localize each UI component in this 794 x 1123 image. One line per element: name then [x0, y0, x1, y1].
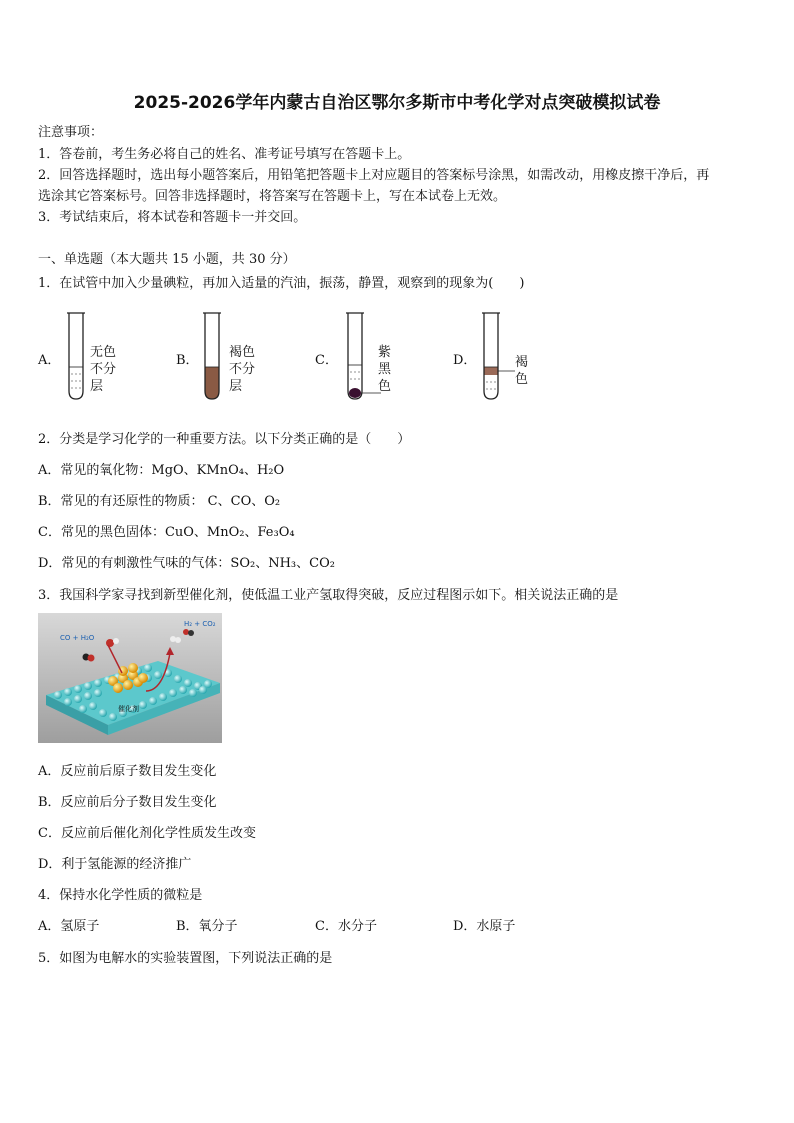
q4-stem: 4．保持水化学性质的微粒是 — [38, 888, 203, 903]
test-tube-b — [200, 311, 224, 403]
q4-option-d: D．水原子 — [453, 919, 516, 934]
q2-stem: 2．分类是学习化学的一种重要方法。以下分类正确的是（ ） — [38, 432, 411, 447]
q1-option-b-label: B． — [176, 353, 199, 368]
figure-catalyst-label: 催化剂 — [118, 705, 139, 713]
q3-option-d: D．利于氢能源的经济推广 — [38, 857, 192, 872]
test-tube-d — [479, 311, 519, 403]
q3-option-a: A．反应前后原子数目发生变化 — [38, 764, 217, 779]
q1-option-a-text: 无色不分层 — [90, 345, 117, 394]
figure-right-label: H₂ + CO₂ — [184, 620, 216, 628]
notice-item-3: 3．考试结束后，将本试卷和答题卡一并交回。 — [38, 210, 307, 225]
q4-option-b: B．氧分子 — [176, 919, 238, 934]
q1-option-d-label: D． — [453, 353, 477, 368]
q2-option-b: B．常见的有还原性的物质： C、CO、O₂ — [38, 494, 281, 509]
section-heading: 一、单选题（本大题共 15 小题，共 30 分） — [38, 252, 296, 267]
q1-stem: 1．在试管中加入少量碘粒，再加入适量的汽油，振荡，静置，观察到的现象为( ) — [38, 276, 525, 291]
catalyst-reaction-figure — [38, 613, 222, 743]
q3-option-b: B．反应前后分子数目发生变化 — [38, 795, 217, 810]
notice-heading: 注意事项： — [38, 125, 104, 140]
notice-item-1: 1．答卷前，考生务必将自己的姓名、准考证号填写在答题卡上。 — [38, 147, 411, 162]
test-tube-c — [343, 311, 383, 403]
q1-option-d-text: 褐色 — [515, 355, 529, 387]
q2-option-c: C．常见的黑色固体：CuO、MnO₂、Fe₃O₄ — [38, 525, 295, 540]
q1-option-b-text: 褐色不分层 — [229, 345, 256, 394]
figure-left-label: CO + H₂O — [60, 634, 95, 642]
q3-stem: 3．我国科学家寻找到新型催化剂，使低温工业产氢取得突破，反应过程图示如下。相关说法正确的是 — [38, 588, 619, 603]
q3-option-c: C．反应前后催化剂化学性质发生改变 — [38, 826, 256, 841]
q5-stem: 5．如图为电解水的实验装置图，下列说法正确的是 — [38, 951, 333, 966]
q1-option-c-label: C． — [315, 353, 338, 368]
page-title: 2025-2026学年内蒙古自治区鄂尔多斯市中考化学对点突破模拟试卷 — [133, 93, 661, 113]
q4-option-c: C．水分子 — [315, 919, 377, 934]
q1-option-a-label: A． — [38, 353, 61, 368]
q2-option-a: A．常见的氧化物：MgO、KMnO₄、H₂O — [38, 463, 285, 478]
notice-item-2b: 选涂其它答案标号。回答非选择题时，将答案写在答题卡上，写在本试卷上无效。 — [38, 189, 507, 204]
q2-option-d: D．常见的有刺激性气味的气体：SO₂、NH₃、CO₂ — [38, 556, 335, 571]
q4-option-a: A．氢原子 — [38, 919, 100, 934]
q1-option-c-text: 紫黑色 — [378, 345, 392, 394]
test-tube-a — [64, 311, 88, 403]
notice-item-2a: 2．回答选择题时，选出每小题答案后，用铅笔把答题卡上对应题目的答案标号涂黑，如需改动，用橡皮擦干净后，再 — [38, 168, 710, 183]
